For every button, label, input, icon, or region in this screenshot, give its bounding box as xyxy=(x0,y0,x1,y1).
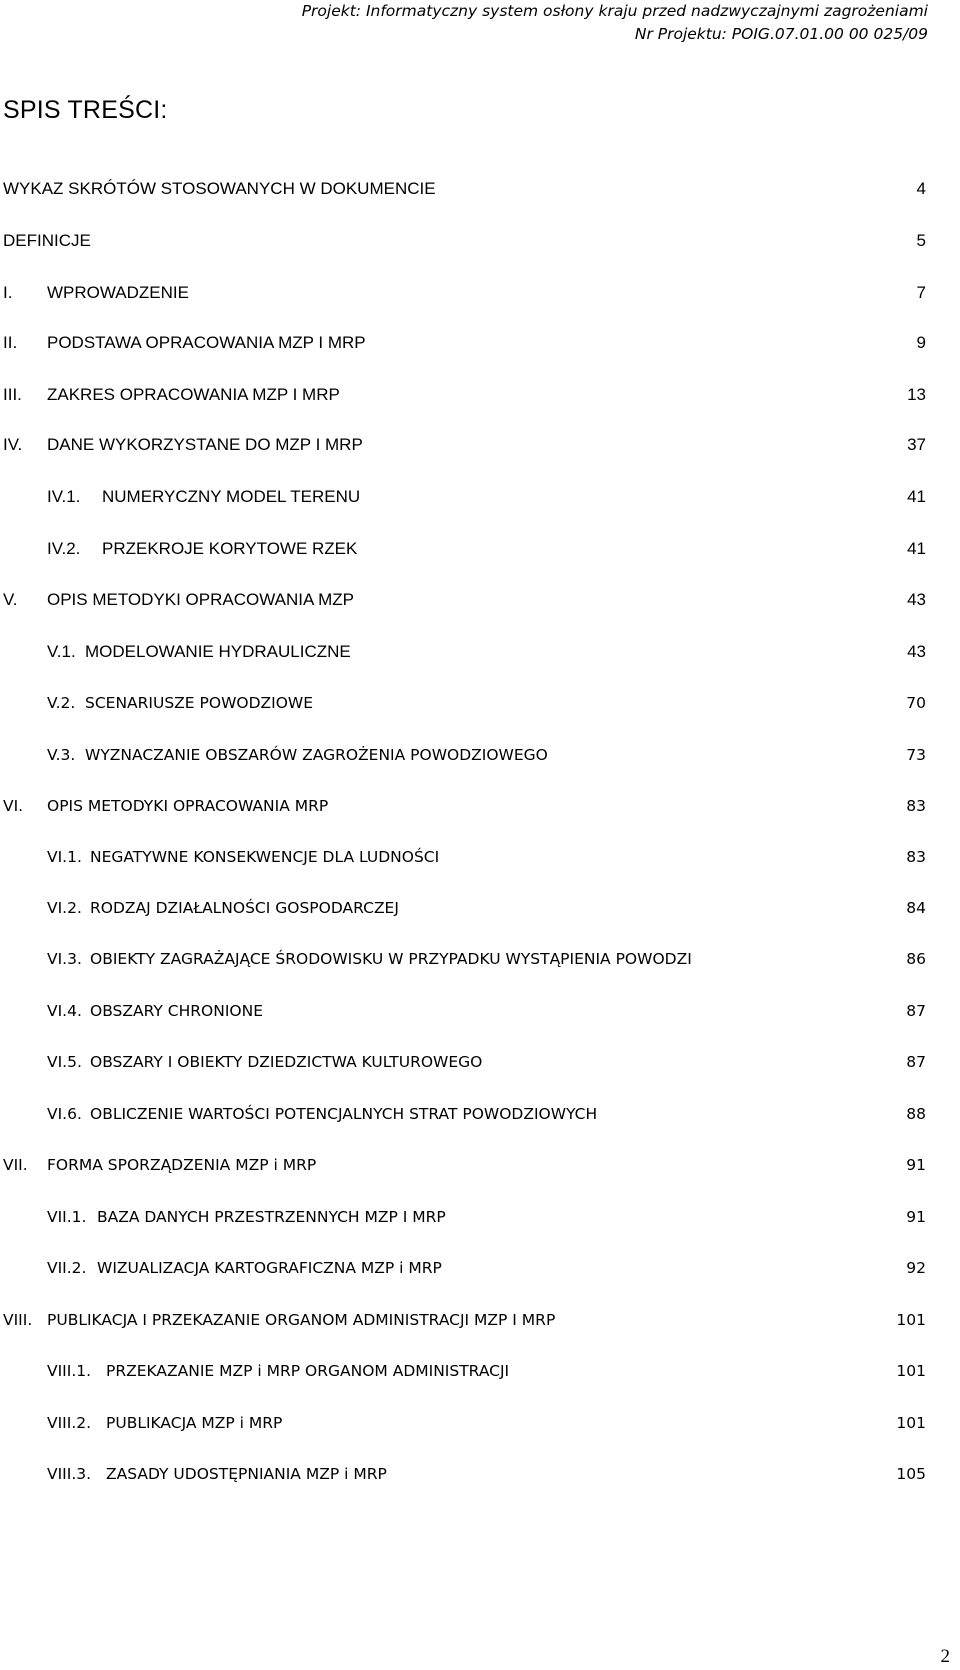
toc-entry-label: WPROWADZENIE xyxy=(47,283,189,302)
toc-entry-label: NUMERYCZNY MODEL TERENU xyxy=(102,487,361,506)
toc-title: SPIS TREŚCI: xyxy=(3,96,168,124)
toc-entry-number: V.1. xyxy=(47,642,76,661)
toc-entry-page: 43 xyxy=(907,590,926,609)
project-title: Projekt: Informatyczny system osłony kraju przed nadzwyczajnymi zagrożeniami xyxy=(301,2,928,20)
toc-entry xyxy=(0,1099,960,1129)
toc-entry-page: 41 xyxy=(907,487,926,506)
toc-entry xyxy=(0,1356,960,1386)
toc-entry-number: IV.2. xyxy=(47,539,81,558)
toc-entry xyxy=(0,226,960,256)
toc-entry-label: OBIEKTY ZAGRAŻAJĄCE ŚRODOWISKU W PRZYPADKU WYSTĄPIENIA POWODZI xyxy=(90,950,692,968)
toc-entry-label: PODSTAWA OPRACOWANIA MZP I MRP xyxy=(47,333,366,352)
toc-entry xyxy=(0,1202,960,1232)
toc-entry-number: I. xyxy=(3,283,13,302)
toc-entry-label: MODELOWANIE HYDRAULICZNE xyxy=(85,642,351,661)
toc-entry-page: 9 xyxy=(916,333,926,352)
toc-entry-label: DEFINICJE xyxy=(3,231,91,250)
toc-entry-page: 86 xyxy=(906,950,926,968)
toc-entry-label: PUBLIKACJA I PRZEKAZANIE ORGANOM ADMINISTRACJI MZP I MRP xyxy=(47,1311,556,1329)
toc-entry-label: WIZUALIZACJA KARTOGRAFICZNA MZP i MRP xyxy=(97,1259,442,1277)
toc-entry xyxy=(0,278,960,308)
toc-entry-label: OBLICZENIE WARTOŚCI POTENCJALNYCH STRAT POWODZIOWYCH xyxy=(90,1105,598,1123)
toc-entry-label: WYZNACZANIE OBSZARÓW ZAGROŻENIA POWODZIOWEGO xyxy=(85,746,548,764)
toc-entry xyxy=(0,637,960,667)
toc-entry-page: 101 xyxy=(896,1362,926,1380)
toc-entry xyxy=(0,1150,960,1180)
toc-entry-number: V.3. xyxy=(47,746,76,764)
toc-entry xyxy=(0,380,960,410)
toc-entry-label: SCENARIUSZE POWODZIOWE xyxy=(85,694,314,712)
toc-entry-page: 37 xyxy=(907,435,926,454)
toc-entry-page: 43 xyxy=(907,642,926,661)
toc-entry xyxy=(0,482,960,512)
toc-entry-page: 87 xyxy=(906,1053,926,1071)
toc-entry-page: 101 xyxy=(896,1414,926,1432)
toc-entry-page: 83 xyxy=(906,848,926,866)
toc-entry-label: DANE WYKORZYSTANE DO MZP I MRP xyxy=(47,435,363,454)
toc-entry xyxy=(0,688,960,718)
toc-entry-page: 92 xyxy=(906,1259,926,1277)
toc-entry-label: FORMA SPORZĄDZENIA MZP i MRP xyxy=(47,1156,317,1174)
toc-entry-page: 4 xyxy=(916,179,926,198)
toc-entry-number: VI.3. xyxy=(47,950,82,968)
toc-entry-page: 13 xyxy=(907,385,926,404)
toc-entry-label: WYKAZ SKRÓTÓW STOSOWANYCH W DOKUMENCIE xyxy=(3,179,436,198)
toc-entry xyxy=(0,893,960,923)
toc-entry-page: 84 xyxy=(906,899,926,917)
toc-entry-page: 70 xyxy=(906,694,926,712)
toc-entry-label: OBSZARY CHRONIONE xyxy=(90,1002,263,1020)
toc-entry-number: IV.1. xyxy=(47,487,81,506)
toc-entry-label: PUBLIKACJA MZP i MRP xyxy=(106,1414,283,1432)
toc-entry-label: RODZAJ DZIAŁALNOŚCI GOSPODARCZEJ xyxy=(90,899,399,917)
toc-entry-number: VIII.1. xyxy=(47,1362,92,1380)
toc-entry-number: III. xyxy=(3,385,22,404)
toc-entry-number: V.2. xyxy=(47,694,76,712)
toc-entry-label: ZAKRES OPRACOWANIA MZP I MRP xyxy=(47,385,340,404)
toc-entry-page: 91 xyxy=(906,1208,926,1226)
toc-entry xyxy=(0,585,960,615)
toc-entry-page: 83 xyxy=(906,797,926,815)
toc-entry xyxy=(0,534,960,564)
toc-entry xyxy=(0,430,960,460)
toc-entry-number: VI.1. xyxy=(47,848,82,866)
toc-entry xyxy=(0,1408,960,1438)
toc-entry-page: 73 xyxy=(906,746,926,764)
toc-entry-number: VII.2. xyxy=(47,1259,87,1277)
toc-entry xyxy=(0,1305,960,1335)
toc-entry-number: VIII.2. xyxy=(47,1414,92,1432)
toc-entry-number: VI.2. xyxy=(47,899,82,917)
toc-entry-number: V. xyxy=(3,590,18,609)
toc-entry-number: VII. xyxy=(3,1156,28,1174)
toc-entry-page: 101 xyxy=(896,1311,926,1329)
toc-entry-page: 91 xyxy=(906,1156,926,1174)
toc-entry xyxy=(0,740,960,770)
toc-entry-number: VIII. xyxy=(3,1311,33,1329)
toc-entry-label: PRZEKROJE KORYTOWE RZEK xyxy=(102,539,358,558)
toc-entry xyxy=(0,791,960,821)
toc-entry-page: 105 xyxy=(896,1465,926,1483)
toc-entry-label: BAZA DANYCH PRZESTRZENNYCH MZP I MRP xyxy=(97,1208,446,1226)
toc-entry-number: VI. xyxy=(3,797,24,815)
toc-entry-label: OBSZARY I OBIEKTY DZIEDZICTWA KULTUROWEGO xyxy=(90,1053,483,1071)
toc-entry xyxy=(0,1047,960,1077)
toc-entry-number: VI.6. xyxy=(47,1105,82,1123)
toc-entry-label: PRZEKAZANIE MZP i MRP ORGANOM ADMINISTRACJI xyxy=(106,1362,510,1380)
toc-entry-page: 88 xyxy=(906,1105,926,1123)
toc-entry-number: II. xyxy=(3,333,18,352)
toc-entry-page: 41 xyxy=(907,539,926,558)
toc-entry-number: VIII.3. xyxy=(47,1465,92,1483)
toc-entry-label: NEGATYWNE KONSEKWENCJE DLA LUDNOŚCI xyxy=(90,848,440,866)
toc-entry xyxy=(0,174,960,204)
toc-entry xyxy=(0,944,960,974)
toc-entry-number: VII.1. xyxy=(47,1208,87,1226)
toc-entry xyxy=(0,1253,960,1283)
toc-entry-label: OPIS METODYKI OPRACOWANIA MRP xyxy=(47,797,329,815)
toc-entry xyxy=(0,842,960,872)
page-number: 2 xyxy=(940,1646,950,1667)
toc-entry xyxy=(0,328,960,358)
toc-entry-label: ZASADY UDOSTĘPNIANIA MZP i MRP xyxy=(106,1465,387,1483)
toc-entry-page: 5 xyxy=(916,231,926,250)
toc-entry xyxy=(0,996,960,1026)
toc-entry-number: VI.5. xyxy=(47,1053,82,1071)
project-number: Nr Projektu: POIG.07.01.00 00 025/09 xyxy=(634,25,928,43)
toc-entry-page: 7 xyxy=(916,283,926,302)
toc-entry-page: 87 xyxy=(906,1002,926,1020)
toc-entry-number: VI.4. xyxy=(47,1002,82,1020)
toc-entry-label: OPIS METODYKI OPRACOWANIA MZP xyxy=(47,590,354,609)
toc-entry-number: IV. xyxy=(3,435,23,454)
toc-entry xyxy=(0,1459,960,1489)
